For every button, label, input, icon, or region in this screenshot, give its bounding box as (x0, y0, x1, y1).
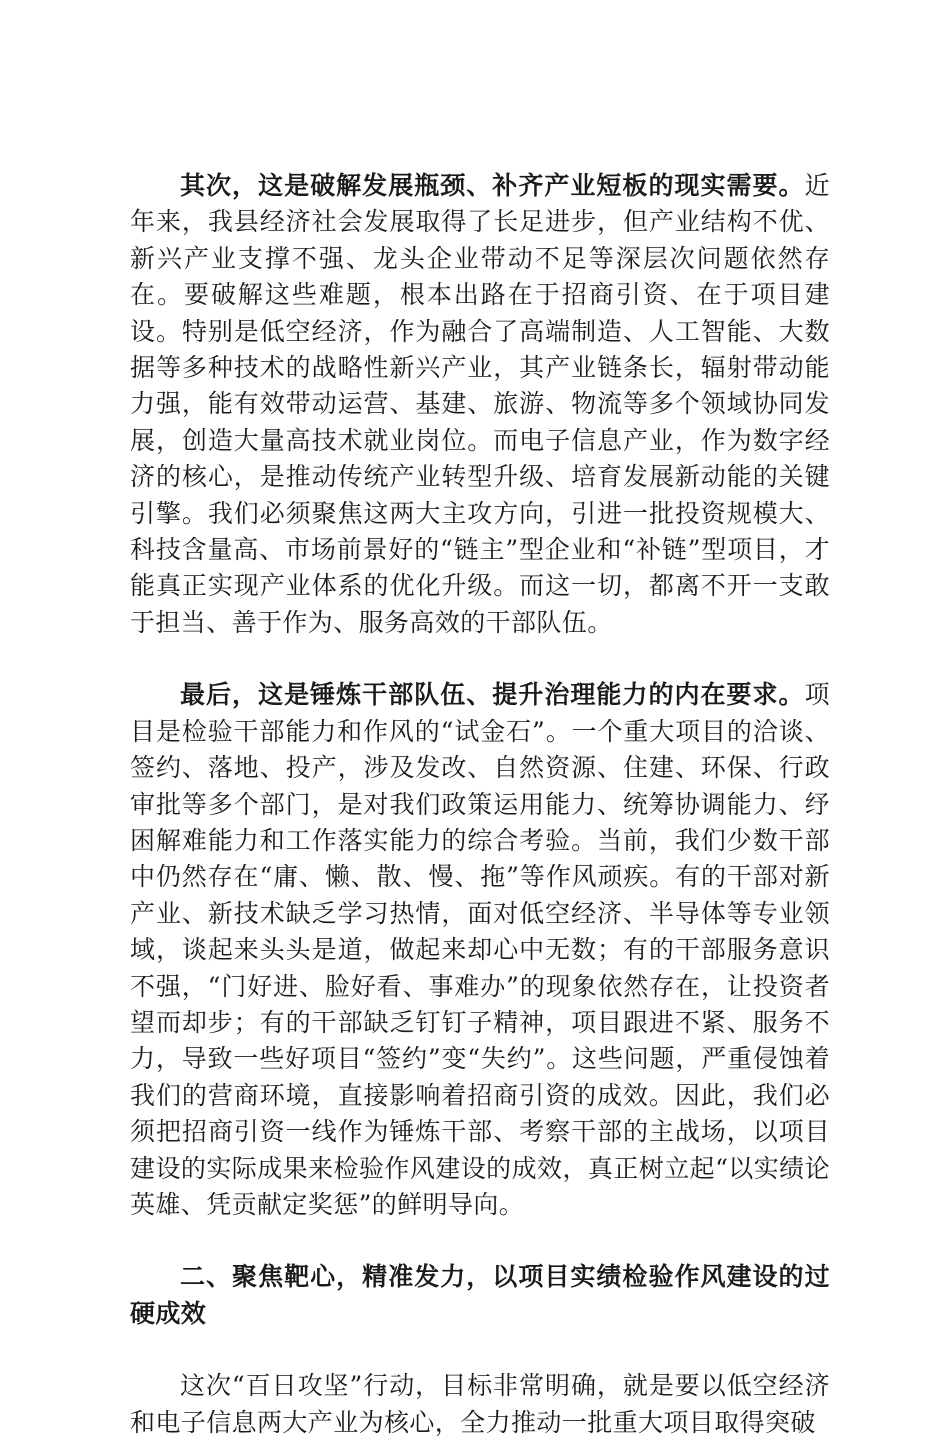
paragraph-lead-sentence: 其次，这是破解发展瓶颈、补齐产业短板的现实需要。 (180, 171, 805, 200)
paragraph-industry-shortboard (130, 168, 830, 641)
section-heading-two: 二、聚焦靶心，精准发力，以项目实绩检验作风建设的过硬成效 (130, 1262, 830, 1328)
paragraph-cadre-training (130, 677, 830, 1223)
paragraph-body-text: 这次“百日攻坚”行动，目标非常明确，就是要以低空经济和电子信息两大产业为核心，全力推动一批重大项目取得突破 (130, 1371, 830, 1437)
paragraph-body-text: 项目是检验干部能力和作风的“试金石”。一个重大项目的洽谈、签约、落地、投产，涉及发改、自然资源、住建、环保、行政审批等多个部门，是对我们政策运用能力、统筹协调能力、纾困解难能力和工作落实能力的综合考验。当前，我们少数干部中仍然存在“庸、懒、散、慢、拖”等作风顽疾。有的干部对新产业、新技术缺乏学习热情，面对低空经济、半导体等专业领域，谈起来头头是道，做起来却心中无数；有的干部服务意识不强，“门好进、脸好看、事难办”的现象依然存在，让投资者望而却步；有的干部缺乏钉钉子精神，项目跟进不紧、服务不力，导致一些好项目“签约”变“失约”。这些问题，严重侵蚀着我们的营商环境，直接影响着招商引资的成效。因此，我们必须把招商引资一线作为锤炼干部、考察干部的主战场，以项目建设的实际成果来检验作风建设的成效，真正树立起“以实绩论英雄、凭贡献定奖惩”的鲜明导向。 (130, 680, 830, 1219)
paragraph-hundred-days-campaign (130, 1368, 830, 1441)
paragraph-lead-sentence: 最后，这是锤炼干部队伍、提升治理能力的内在要求。 (180, 680, 805, 710)
paragraph-body-text: 近年来，我县经济社会发展取得了长足进步，但产业结构不优、新兴产业支撑不强、龙头企业带动不足等深层次问题依然存在。要破解这些难题，根本出路在于招商引资、在于项目建设。特别是低空经济，作为融合了高端制造、人工智能、大数据等多种技术的战略性新兴产业，其产业链条长，辐射带动能力强，能有效带动运营、基建、旅游、物流等多个领域协同发展，创造大量高技术就业岗位。而电子信息产业，作为数字经济的核心，是推动传统产业转型升级、培育发展新动能的关键引擎。我们必须聚焦这两大主攻方向，引进一批投资规模大、科技含量高、市场前景好的“链主”型企业和“补链”型项目，才能真正实现产业体系的优化升级。而这一切，都离不开一支敢于担当、善于作为、服务高效的干部队伍。 (130, 171, 830, 637)
document-page (130, 168, 830, 1441)
